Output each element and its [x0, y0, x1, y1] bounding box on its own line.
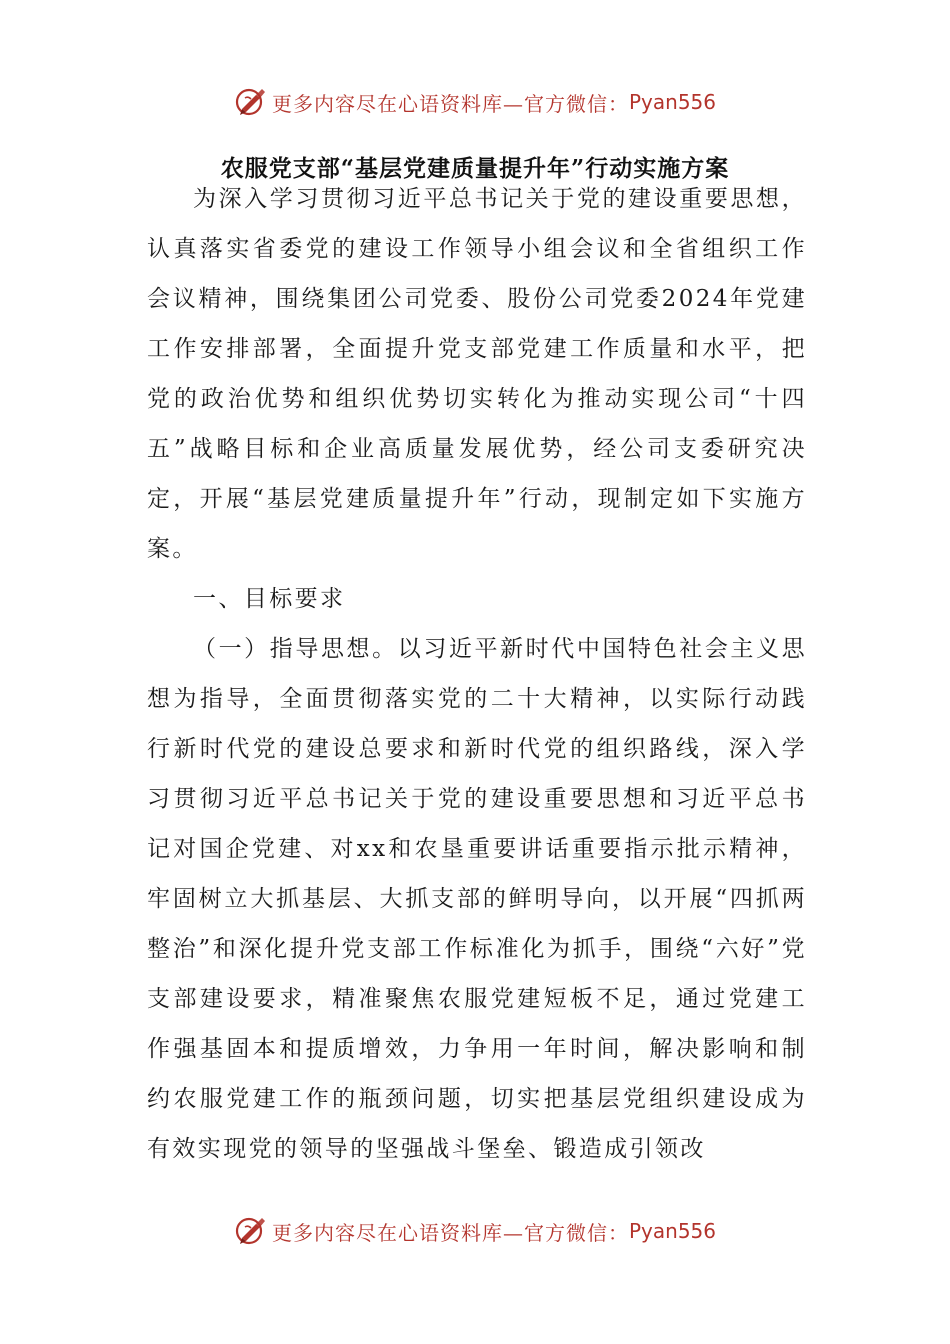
pen-logo-icon — [234, 1214, 268, 1248]
watermark-header — [0, 82, 950, 122]
intro-paragraph: 为深入学习贯彻习近平总书记关于党的建设重要思想，认真落实省委党的建设工作领导小组会议和全省组织工作会议精神，围绕集团公司党委、股份公司党委2024年党建工作安排部署，全面提升党支部党建工作质量和水平，把党的政治优势和组织优势切实转化为推动实现公司“十四五”战略目标和企业高质量发展优势，经公司支委研究决定，开展“基层党建质量提升年”行动，现制定如下实施方案。 — [147, 186, 807, 562]
watermark-wechat-id: Pyan556 — [628, 90, 716, 114]
document-title: 农服党支部“基层党建质量提升年”行动实施方案 — [220, 155, 730, 182]
watermark-text: 更多内容尽在心语资料库—官方微信： — [271, 1220, 629, 1245]
guiding-thought-paragraph: （一）指导思想。以习近平新时代中国特色社会主义思想为指导，全面贯彻落实党的二十大精神，以实际行动践行新时代党的建设总要求和新时代党的组织路线，深入学习贯彻习近平总书记关于党的建设重要思想和习近平总书记对国企党建、对xx和农垦重要讲话重要指示批示精神，牢固树立大抓基层、大抓支部的鲜明导向，以开展“四抓两整治”和深化提升党支部工作标准化为抓手，围绕“六好”党支部建设要求，精准聚焦农服党建短板不足，通过党建工作强基固本和提质增效，力争用一年时间，解决影响和制约农服党建工作的瓶颈问题，切实把基层党组织建设成为有效实现党的领导的坚强战斗堡垒、锻造成引领改 — [147, 636, 807, 1162]
watermark-footer — [0, 1211, 950, 1251]
document-body — [147, 174, 807, 1174]
watermark-wechat-id: Pyan556 — [628, 1219, 716, 1243]
pen-logo-icon — [234, 85, 268, 119]
section-heading-goals: 一、目标要求 — [193, 586, 346, 612]
watermark-text: 更多内容尽在心语资料库—官方微信： — [271, 91, 629, 116]
